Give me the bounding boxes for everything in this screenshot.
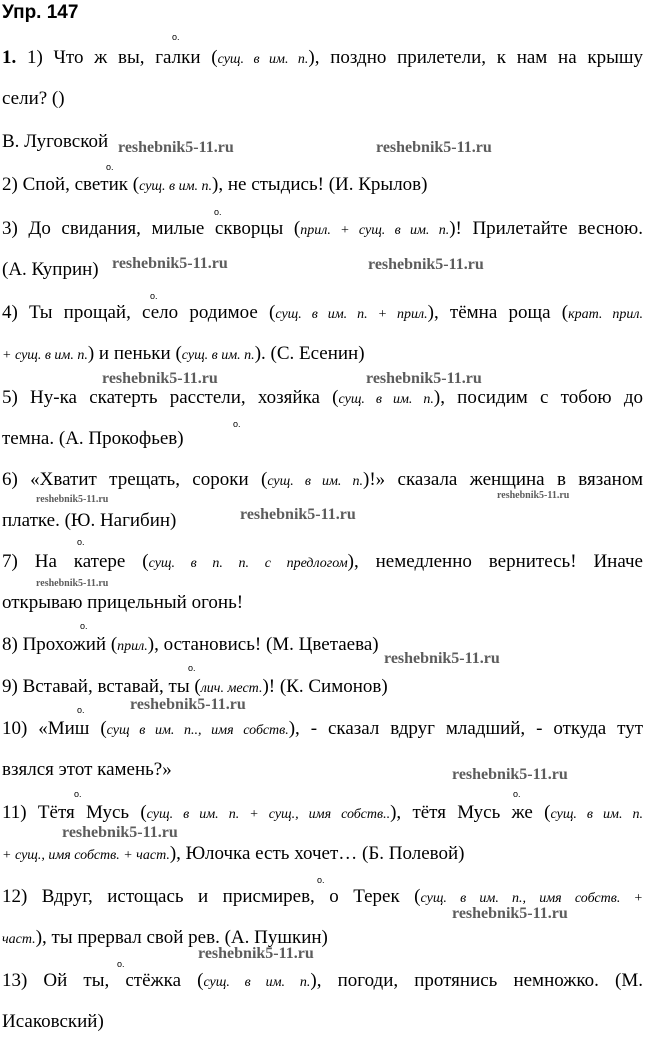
text-line: (А. Куприн) [2, 259, 99, 280]
text-line: В. Луговской [2, 131, 109, 152]
text-line: сели? () [2, 88, 65, 109]
watermark: reshebnik5-11.ru [102, 370, 218, 387]
text-line: част.), ты прервал свой рев. (А. Пушкин) [2, 927, 328, 948]
watermark: reshebnik5-11.ru [36, 578, 109, 589]
stress-mark: о. [150, 291, 158, 301]
text-line: 11) Тётя Мусь (сущ. в им. п. + сущ., имя собств..), тётя Мусь же (сущ. в им. п. [2, 802, 644, 823]
watermark: reshebnik5-11.ru [130, 696, 246, 713]
watermark: reshebnik5-11.ru [497, 490, 570, 501]
text-line: 9) Вставай, вставай, ты (лич. мест.)! (К. Симонов) [2, 676, 388, 697]
text-line: 8) Прохожий (прил.), остановись! (М. Цветаева) [2, 634, 379, 655]
watermark: reshebnik5-11.ru [384, 650, 500, 667]
stress-mark: о. [77, 537, 85, 547]
watermark: reshebnik5-11.ru [452, 905, 568, 922]
text-line: 13) Ой ты, стёжка (сущ. в им. п.), погоди, протянись немножко. (М. [2, 970, 643, 991]
stress-mark: о. [172, 32, 180, 42]
watermark: reshebnik5-11.ru [118, 139, 234, 156]
text-line: 6) «Хватит трещать, сороки (сущ. в им. п.)!» сказала женщина в вязаном [2, 469, 643, 490]
stress-mark: о. [317, 875, 325, 885]
watermark: reshebnik5-11.ru [112, 255, 228, 272]
text-line: открываю прицельный огонь! [2, 592, 244, 613]
watermark: reshebnik5-11.ru [240, 506, 356, 523]
watermark: reshebnik5-11.ru [198, 945, 314, 962]
text-line: 5) Ну-ка скатерть расстели, хозяйка (сущ. в им. п.), посидим с тобою до [2, 387, 643, 408]
watermark: reshebnik5-11.ru [376, 139, 492, 156]
watermark: reshebnik5-11.ru [62, 824, 178, 841]
watermark: reshebnik5-11.ru [366, 370, 482, 387]
text-line: Исаковский) [2, 1011, 104, 1032]
stress-mark: о. [188, 663, 196, 673]
text-line: темна. (А. Прокофьев) [2, 428, 184, 449]
watermark: reshebnik5-11.ru [368, 256, 484, 273]
stress-mark: о. [214, 207, 222, 217]
text-line: 2) Спой, светик (сущ. в им. п.), не стыдись! (И. Крылов) [2, 174, 428, 195]
stress-mark: о. [77, 705, 85, 715]
watermark: reshebnik5-11.ru [36, 494, 109, 505]
exercise-title: Упр. 147 [2, 2, 79, 23]
watermark: reshebnik5-11.ru [452, 766, 568, 783]
stress-mark: о. [106, 162, 114, 172]
text-line: + сущ., имя собств. + част.), Юлочка есть хочет… (Б. Полевой) [2, 843, 465, 864]
text-line: 4) Ты прощай, село родимое (сущ. в им. п. + прил.), тёмна роща (крат. прил. [2, 302, 643, 323]
stress-mark: о. [74, 789, 82, 799]
text-line: + сущ. в им. п.) и пеньки (сущ. в им. п.). (С. Есенин) [2, 343, 365, 364]
text-line: взялся этот камень?» [2, 759, 172, 780]
text-line: 10) «Миш (сущ в им. п.., имя собств.), - сказал вдруг младший, - откуда тут [2, 718, 643, 739]
stress-mark: о. [117, 959, 125, 969]
text-line: 1. 1) Что ж вы, галки (сущ. в им. п.), поздно прилетели, к нам на крышу [2, 47, 643, 68]
text-line: 3) До свидания, милые скворцы (прил. + сущ. в им. п.)! Прилетайте весною. [2, 218, 643, 239]
text-line: 12) Вдруг, истощась и присмирев, о Терек (сущ. в им. п., имя собств. + [2, 886, 643, 907]
stress-mark: о. [513, 789, 521, 799]
text-line: платке. (Ю. Нагибин) [2, 510, 177, 531]
text-line: 7) На катере (сущ. в п. п. с предлогом), немедленно вернитесь! Иначе [2, 551, 643, 572]
stress-mark: о. [80, 621, 88, 631]
stress-mark: о. [233, 419, 241, 429]
